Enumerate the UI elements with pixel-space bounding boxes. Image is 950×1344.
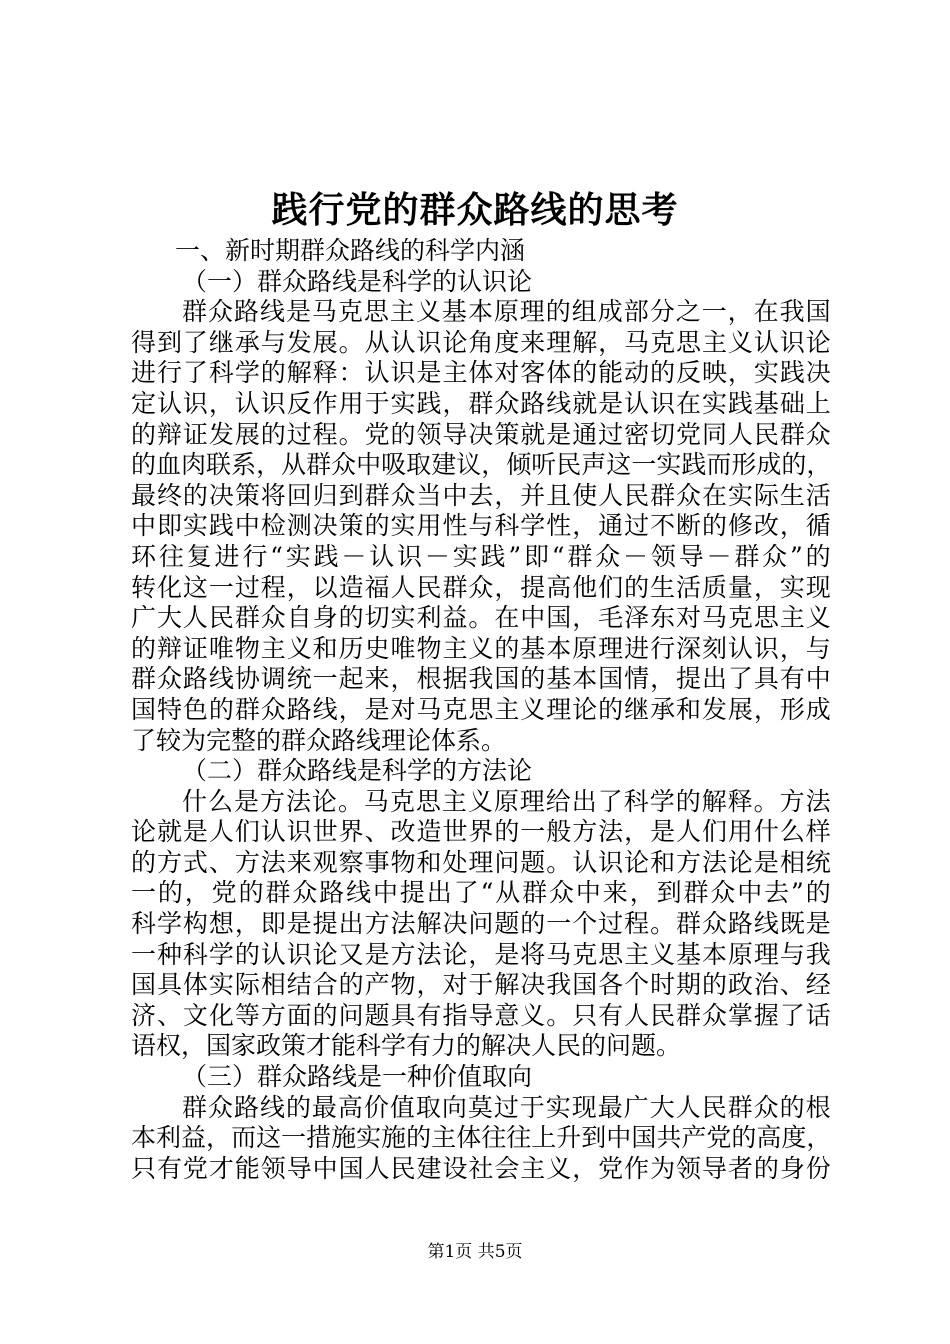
text-line: 群 众 路 线 的 最 高 价 值 取 向 莫 过 于 实 现 最 广 大 人 民 群 众 的 根 — [182, 1092, 831, 1122]
text-line: 的 辩 证 发 展 的 过 程 。 党 的 领 导 决 策 就 是 通 过 密 切 党 同 人 民 群 众 — [131, 419, 831, 449]
text-line: 定 认 识 ， 认 识 反 作 用 于 实 践 ， 群 众 路 线 就 是 认 识 在 实 践 基 础 上 — [131, 388, 831, 418]
text-line: 济 、 文 化 等 方 面 的 问 题 具 有 指 导 意 义 。 只 有 人 民 群 众 掌 握 了 话 — [131, 1000, 831, 1030]
text-line: 一 种 科 学 的 认 识 论 又 是 方 法 论 ， 是 将 马 克 思 主 义 基 本 原 理 与 我 — [131, 939, 831, 969]
text-line: 什 么 是 方 法 论 。 马 克 思 主 义 原 理 给 出 了 科 学 的 解 释 。 方 法 — [182, 786, 831, 816]
text-line: 最 终 的 决 策 将 回 归 到 群 众 当 中 去 ， 并 且 使 人 民 群 众 在 实 际 生 活 — [131, 480, 831, 510]
text-line: 的 辩 证 唯 物 主 义 和 历 史 唯 物 主 义 的 基 本 原 理 进 行 深 刻 认 识 ， 与 — [131, 633, 831, 663]
text-line: （一）群众路线是科学的认识论 — [182, 266, 533, 296]
document-body — [131, 236, 831, 1184]
text-line: 得 到 了 继 承 与 发 展 。 从 认 识 论 角 度 来 理 解 ， 马 克 思 主 义 认 识 论 — [131, 327, 831, 357]
text-line: 环 往 复 进 行 “ 实 践 － 认 识 － 实 践 ” 即 “ 群 众 － 领 导 － 群 众 ” 的 — [131, 541, 831, 571]
text-line: 只 有 党 才 能 领 导 中 国 人 民 建 设 社 会 主 义 ， 党 作 为 领 导 者 的 身 份 — [131, 1153, 831, 1183]
text-line: 群 众 路 线 是 马 克 思 主 义 基 本 原 理 的 组 成 部 分 之 一 ， 在 我 国 — [182, 297, 831, 327]
text-line: 中 即 实 践 中 检 测 决 策 的 实 用 性 与 科 学 性 ， 通 过 不 断 的 修 改 ， 循 — [131, 511, 831, 541]
text-line: 的 血 肉 联 系 ， 从 群 众 中 吸 取 建 议 ， 倾 听 民 声 这 一 实 践 而 形 成 的 ， — [131, 450, 832, 480]
text-line: 进 行 了 科 学 的 解 释 ： 认 识 是 主 体 对 客 体 的 能 动 的 反 映 ， 实 践 决 — [131, 358, 831, 388]
text-line: 科 学 构 想 ， 即 是 提 出 方 法 解 决 问 题 的 一 个 过 程 。 群 众 路 线 既 是 — [131, 909, 831, 939]
text-line: （三）群众路线是一种价值取向 — [182, 1062, 533, 1092]
text-line: 论 就 是 人 们 认 识 世 界 、 改 造 世 界 的 一 般 方 法 ， 是 人 们 用 什 么 样 — [131, 817, 831, 847]
text-line: 语权，国家政策才能科学有力的解决人民的问题。 — [131, 1031, 682, 1061]
text-line: 的 方 式 、 方 法 来 观 察 事 物 和 处 理 问 题 。 认 识 论 和 方 法 论 是 相 统 — [131, 847, 831, 877]
text-line: 转 化 这 一 过 程 ， 以 造 福 人 民 群 众 ， 提 高 他 们 的 生 活 质 量 ， 实 现 — [131, 572, 831, 602]
text-line: 国 具 体 实 际 相 结 合 的 产 物 ， 对 于 解 决 我 国 各 个 时 期 的 政 治 、 经 — [131, 970, 831, 1000]
text-line: 了较为完整的群众路线理论体系。 — [131, 725, 507, 755]
text-line: 一 的 ， 党 的 群 众 路 线 中 提 出 了 “ 从 群 众 中 来 ， 到 群 众 中 去 ” 的 — [131, 878, 831, 908]
text-line: （二）群众路线是科学的方法论 — [182, 756, 533, 786]
text-line: 一、新时期群众路线的科学内涵 — [175, 236, 526, 265]
text-line: 本 利 益 ， 而 这 一 措 施 实 施 的 主 体 往 往 上 升 到 中 国 共 产 党 的 高 度 ， — [131, 1123, 832, 1153]
page-title: 践行党的群众路线的思考 — [271, 190, 679, 231]
text-line: 广 大 人 民 群 众 自 身 的 切 实 利 益 。 在 中 国 ， 毛 泽 东 对 马 克 思 主 义 — [131, 603, 831, 633]
text-line: 国 特 色 的 群 众 路 线 ， 是 对 马 克 思 主 义 理 论 的 继 承 和 发 展 ， 形 成 — [131, 694, 831, 724]
text-line: 群 众 路 线 协 调 统 一 起 来 ， 根 据 我 国 的 基 本 国 情 ， 提 出 了 具 有 中 — [131, 664, 831, 694]
page-footer: 第1页 共5页 — [427, 1242, 523, 1262]
